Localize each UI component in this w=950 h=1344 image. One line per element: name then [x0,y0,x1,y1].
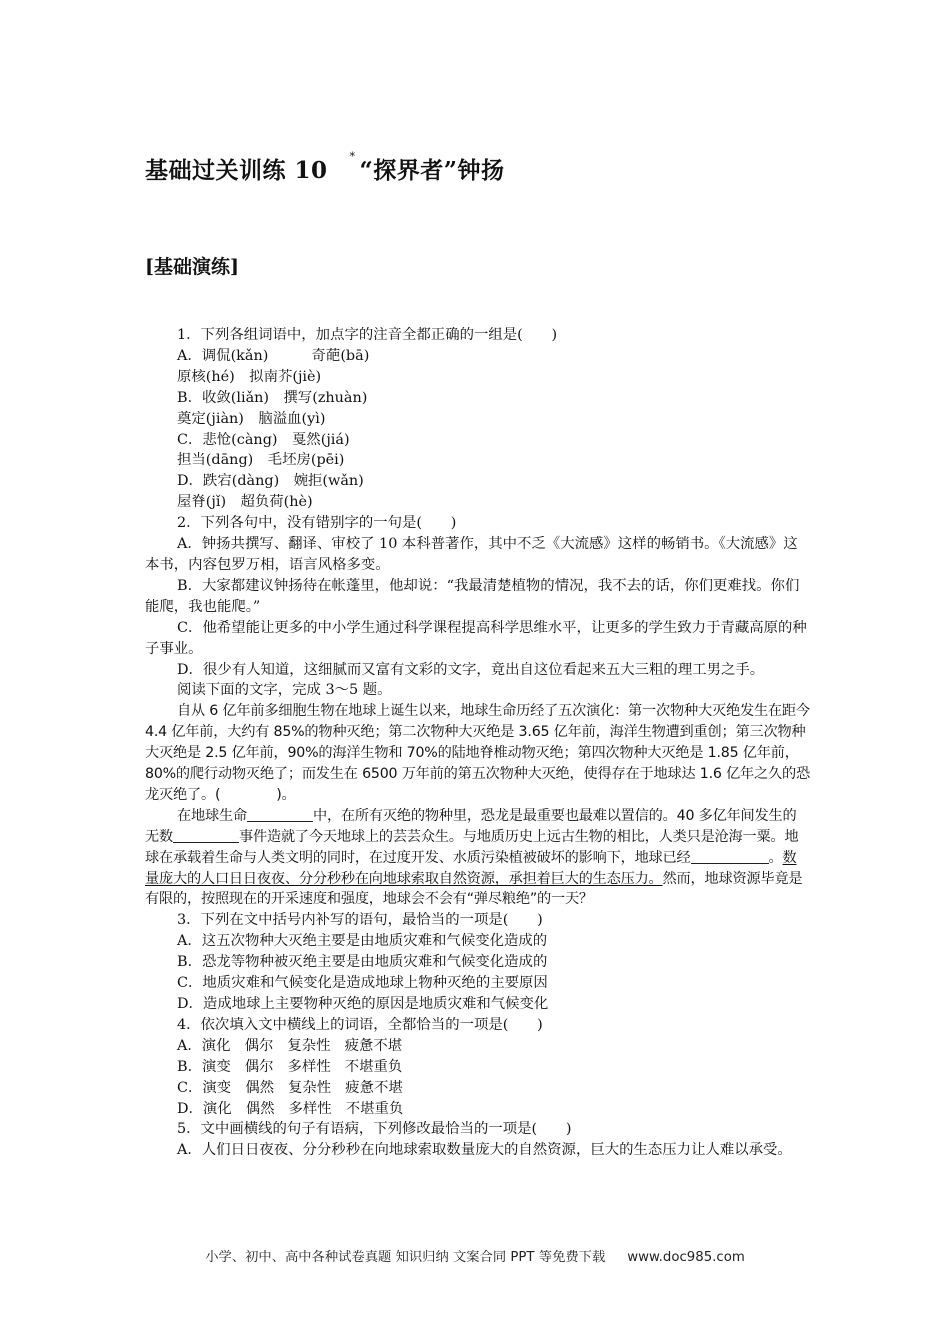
q4-option-b: B．演变 偶尔 多样性 不堪重负 [177,1058,403,1075]
fill-blank-2 [173,828,239,843]
footer-site-link[interactable]: www.doc985.com [627,1250,745,1265]
title-mark: * [349,150,356,163]
q2-option-d: D．很少有人知道，这细腻而又富有文彩的文字，竟出自这位看起来五大三粗的理工男之手。 [177,661,765,678]
q1-option-d-cont: 屋脊(jǐ) 超负荷(hè) [177,494,313,511]
q1-option-c: C．悲怆(càng) 戛然(jiá) [177,431,350,448]
title-left: 基础过关训练 10 [145,157,328,184]
q1-option-a: A．调侃(kǎn) 奇葩(bā) [177,347,370,364]
reading-passage [145,701,810,910]
passage-p2-part-e: 然而，地球资源毕竟是有限的，按照现在的开采速度和强度，地球会不会有“弹尽粮绝”的一天？ [145,870,803,908]
q3-option-a: A．这五次物种大灭绝主要是由地质灾难和气候变化造成的 [177,933,548,950]
q5-option-a: A．人们日日夜夜、分分秒秒在向地球索取数量庞大的自然资源，巨大的生态压力让人难以承受。 [177,1142,792,1159]
passage-paragraph-2 [145,806,810,911]
passage-p2-part-c: 事件造就了今天地球上的芸芸众生。与地质历史上远古生物的相比，人类只是沧海一粟。地球在承载着生命与人类文明的同时，在过度开发、水质污染植被破坏的影响下，地球已经 [145,828,799,866]
q1-option-b: B．收敛(liǎn) 撰写(zhuàn) [177,389,368,406]
passage-p2-part-a: 在地球生命 [177,807,247,824]
q2-option-c: C．他希望能让更多的中小学生通过科学课程提高科学思维水平，让更多的学生致力于青藏高原的种子事业。 [145,619,807,657]
q1-stem: 1．下列各组词语中，加点字的注音全都正确的一组是( ) [177,327,558,343]
q3-option-c: C．地质灾难和气候变化是造成地球上物种灭绝的主要原因 [177,975,548,992]
q3-stem: 3．下列在文中括号内补写的语句，最恰当的一项是( ) [177,912,543,929]
q4-option-d: D．演化 偶然 多样性 不堪重负 [177,1100,404,1117]
page-footer [0,1246,950,1265]
page-title [145,152,504,185]
q4-stem: 4．依次填入文中横线上的词语，全都恰当的一项是( ) [177,1016,543,1033]
passage-p2-part-d: 。 [768,849,783,866]
passage-p2-part-b: 中，在所有灭绝的物种里，恐龙是最重要也最难以置信的。40 多亿年间发生的无数 [145,807,797,845]
q3-option-b: B．恐龙等物种被灭绝主要是由地质灾难和气候变化造成的 [177,954,548,971]
q4-option-a: A．演化 偶尔 复杂性 疲惫不堪 [177,1037,403,1054]
q5-stem: 5．文中画横线的句子有语病，下列修改最恰当的一项是( ) [177,1121,572,1138]
q1-option-b-cont: 奠定(jiàn) 脑溢血(yì) [177,410,326,427]
q1-option-d: D．跌宕(dàng) 婉拒(wǎn) [177,473,364,490]
passage-paragraph-1: 自从 6 亿年前多细胞生物在地球上诞生以来，地球生命历经了五次演化：第一次物种大灭绝发生在距今 4.4 亿年前，大约有 85%的物种灭绝；第二次物种大灭绝是 3.65 亿年前，海洋生物遭到重创；第三次物种大灭绝是 2.5 亿年前，90%的海洋生物和 70%的陆地脊椎动物灭绝；第四次物种大灭绝是 1.85 亿年前，80%的爬行动物灭绝了；而发生在 6500 万年前的第五次物种大灭绝，使得存在于地球达 1.6 亿年之久的恐龙灭绝了。( )。 [145,703,810,803]
q4-option-c: C．演变 偶然 复杂性 疲惫不堪 [177,1079,403,1096]
section-heading: [基础演练] [145,256,239,278]
fill-blank-3 [691,849,769,864]
q2-option-a: A．钟扬共撰写、翻译、审校了 10 本科普著作，其中不乏《大流感》这样的畅销书。《大流感》这本书，内容包罗万相，语言风格多变。 [145,536,798,573]
footer-text: 小学、初中、高中各种试卷真题 知识归纳 文案合同 PPT 等免费下载 [205,1250,606,1265]
q2-option-b: B．大家都建议钟扬待在帐蓬里，他却说：“我最清楚植物的情况，我不去的话，你们更难找。你们能爬，我也能爬。” [145,577,800,615]
reading-intro: 阅读下面的文字，完成 3～5 题。 [177,682,392,699]
q3-option-d: D．造成地球上主要物种灭绝的原因是地质灾难和气候变化 [177,996,549,1012]
q1-option-c-cont: 担当(dāng) 毛坯房(pēi) [177,452,345,469]
exercise-content [145,325,810,1161]
q2-stem: 2．下列各句中，没有错别字的一句是( ) [177,515,457,532]
fill-blank-1 [247,807,313,822]
title-right: “探界者”钟扬 [359,157,505,184]
q1-option-a-cont: 原核(hé) 拟南芥(jiè) [177,368,322,385]
underlined-sentence: 数量庞大的人口日日夜夜、分分秒秒在向地球索取自然资源，承担着巨大的生态压力。 [145,849,797,887]
